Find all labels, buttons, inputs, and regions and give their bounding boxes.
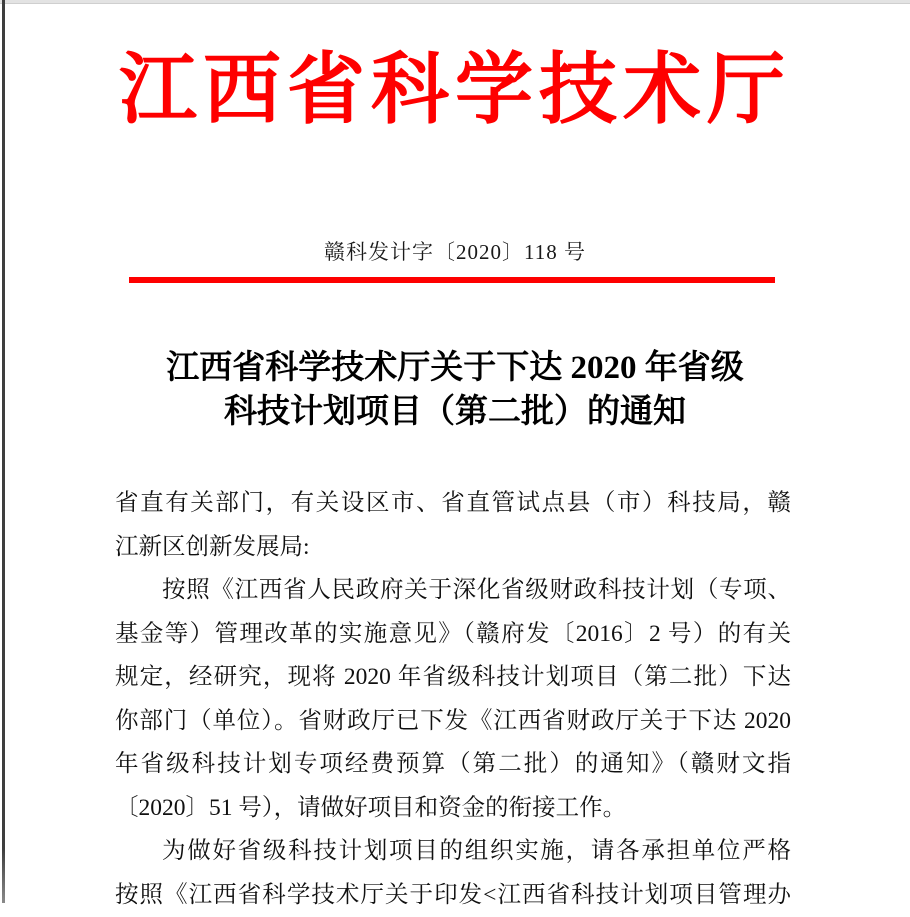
body-line: 规定，经研究，现将 2020 年省级科技计划项目（第二批）下达 — [115, 656, 791, 700]
body-line: 为做好省级科技计划项目的组织实施，请各承担单位严格 — [115, 830, 791, 874]
notice-title — [60, 346, 850, 434]
body-line: 按照《江西省科学技术厅关于印发<江西省科技计划项目管理办 — [115, 874, 791, 917]
page-top-edge — [0, 0, 910, 4]
body-line: 按照《江西省人民政府关于深化省级财政科技计划（专项、 — [115, 569, 791, 613]
body-line: 江新区创新发展局: — [115, 526, 791, 570]
agency-letterhead-title: 江西省科学技术厅 — [0, 42, 910, 138]
body-line: 年省级科技计划专项经费预算（第二批）的通知》（赣财文指 — [115, 743, 791, 787]
document-number: 赣科发计字〔2020〕118 号 — [0, 237, 910, 267]
body-line: 省直有关部门，有关设区市、省直管试点县（市）科技局，赣 — [115, 482, 791, 526]
notice-title-line2: 科技计划项目（第二批）的通知 — [60, 390, 850, 434]
body-line: 〔2020〕51 号），请做好项目和资金的衔接工作。 — [115, 787, 791, 831]
body-text — [115, 482, 791, 917]
body-line: 你部门（单位）。省财政厅已下发《江西省财政厅关于下达 2020 — [115, 700, 791, 744]
notice-title-line1: 江西省科学技术厅关于下达 2020 年省级 — [60, 346, 850, 390]
red-divider-rule — [129, 277, 775, 283]
body-line: 基金等）管理改革的实施意见》（赣府发〔2016〕2 号）的有关 — [115, 613, 791, 657]
